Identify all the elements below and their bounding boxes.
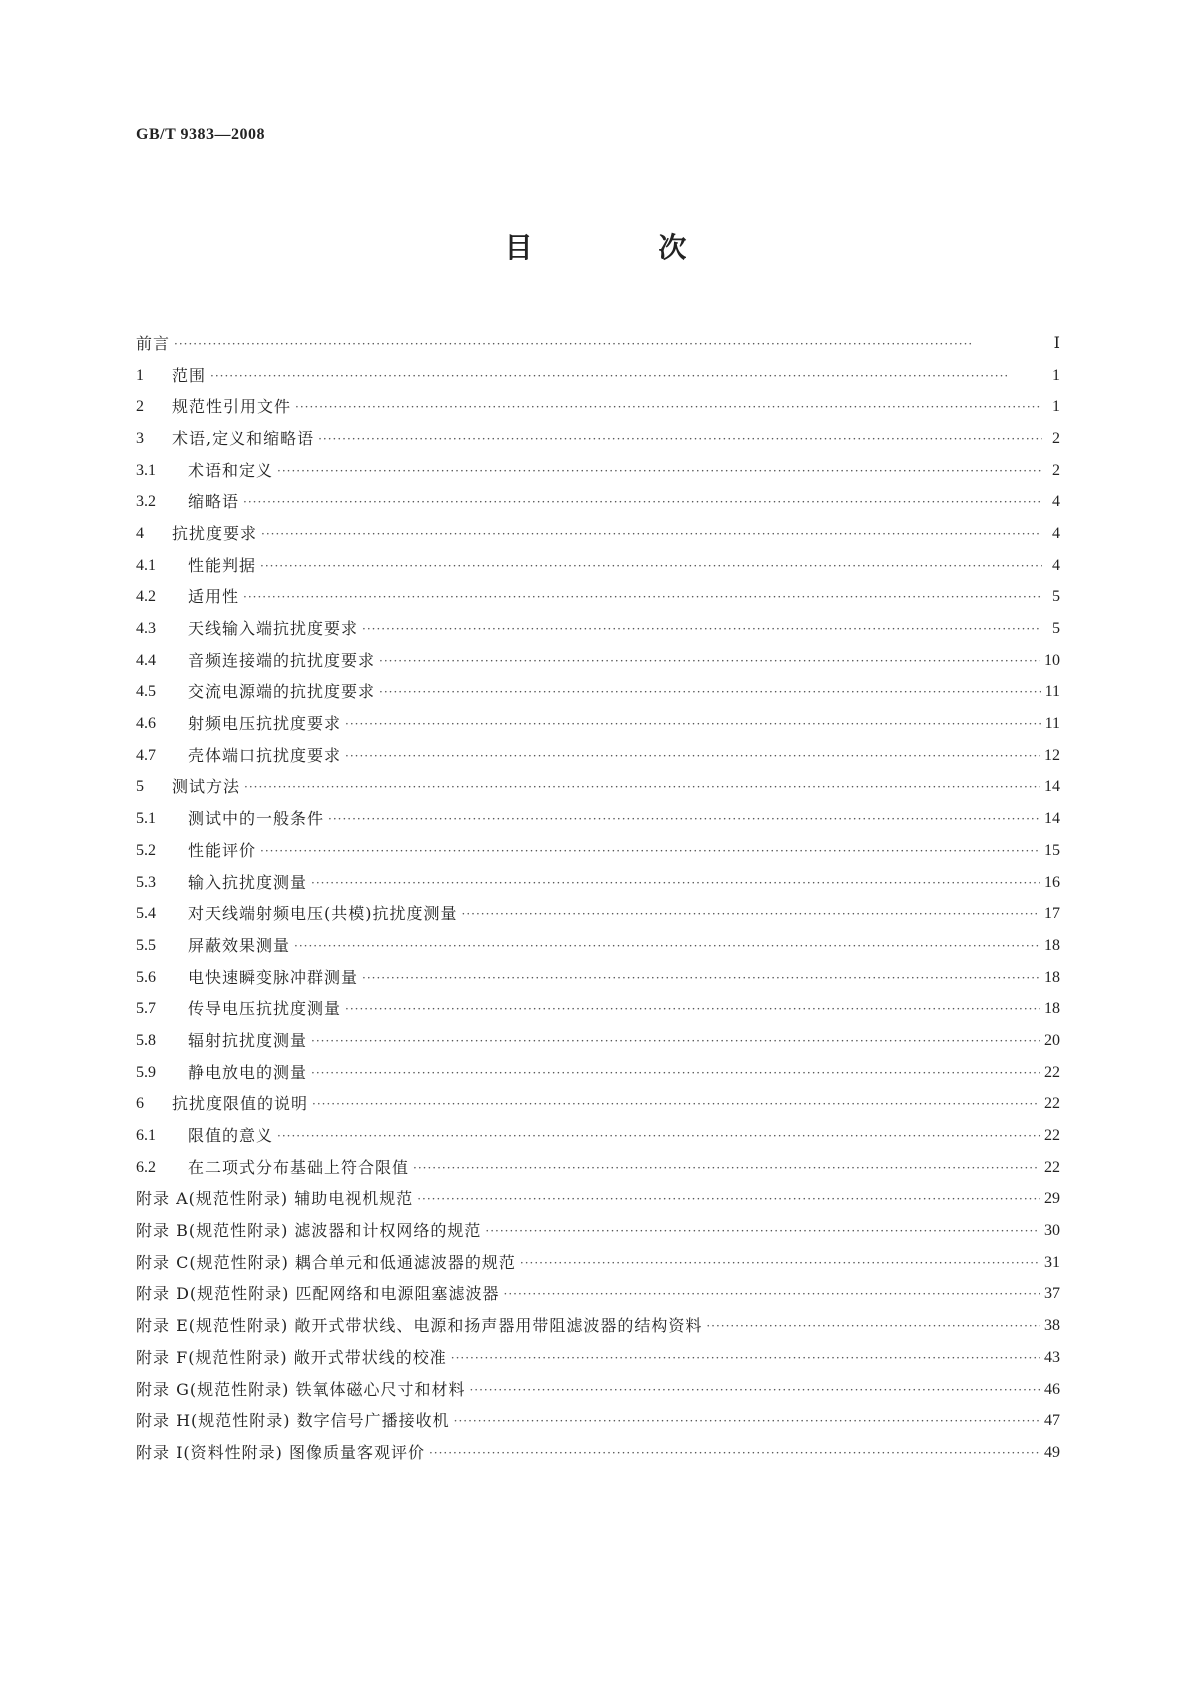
toc-dot-leader [454,1413,1040,1429]
toc-entry-label: 附录 B(规范性附录) 滤波器和计权网络的规范 [136,1221,482,1241]
toc-dot-leader [379,684,1041,700]
toc-entry-number: 5.6 [136,968,156,986]
toc-entry-label: 屏蔽效果测量 [188,935,291,955]
toc-entry[interactable] [136,1405,1060,1437]
standard-code: GB/T 9383—2008 [136,126,265,143]
toc-entry[interactable] [136,803,1060,835]
toc-dot-leader [485,1223,1040,1239]
toc-entry-label: 附录 F(规范性附录) 敞开式带状线的校准 [136,1347,447,1367]
toc-dot-leader [362,621,1042,637]
toc-entry-page: 38 [1044,1317,1060,1335]
toc-dot-leader [311,1065,1040,1081]
toc-entry-page: 12 [1044,746,1060,764]
toc-entry-number: 3.2 [136,493,156,511]
toc-entry-label: 缩略语 [188,492,240,512]
toc-entry-page: 14 [1044,778,1060,796]
toc-entry-label: 附录 C(规范性附录) 耦合单元和低通滤波器的规范 [136,1252,516,1272]
toc-entry-label: 适用性 [188,587,240,607]
toc-entry-label: 范围 [172,365,207,385]
toc-entry-number: 3 [136,429,144,447]
toc-entry-page: 49 [1044,1443,1060,1461]
toc-entry-page: 18 [1044,936,1060,954]
toc-entry-label: 附录 G(规范性附录) 铁氧体磁心尺寸和材料 [136,1379,466,1399]
toc-entry-label: 输入抗扰度测量 [188,872,308,892]
toc-entry-number: 5.9 [136,1063,156,1081]
toc-entry-page: 22 [1044,1063,1060,1081]
toc-dot-leader [244,779,1040,795]
toc-entry-number: 6.1 [136,1127,156,1145]
toc-dot-leader [451,1350,1040,1366]
toc-entry-page: 18 [1044,1000,1060,1018]
toc-entry[interactable] [136,1374,1060,1406]
toc-entry-number: 3.1 [136,461,156,479]
toc-entry-label: 限值的意义 [188,1126,274,1146]
toc-entry-page: 5 [1052,588,1060,606]
toc-entry-number: 5.8 [136,1031,156,1049]
toc-entry-label: 抗扰度限值的说明 [172,1094,309,1114]
toc-entry[interactable] [136,993,1060,1025]
toc-entry-label: 对天线端射频电压(共模)抗扰度测量 [188,904,458,924]
toc-entry-page: 4 [1052,556,1060,574]
toc-dot-leader [295,399,1042,415]
toc-dot-leader [261,526,1042,542]
toc-entry-number: 1 [136,366,144,384]
toc-entry-number: 4.5 [136,683,156,701]
toc-entry-number: 6 [136,1095,144,1113]
toc-entry-page: 2 [1052,461,1060,479]
toc-entry-number: 4.1 [136,556,156,574]
toc-dot-leader [520,1255,1040,1271]
toc-entry-page: 15 [1044,841,1060,859]
toc-entry[interactable] [136,740,1060,772]
toc-entry[interactable] [136,835,1060,867]
toc-entry-number: 4.3 [136,620,156,638]
toc-dot-leader [469,1382,1040,1398]
toc-entry[interactable] [136,423,1060,455]
toc-entry[interactable] [136,898,1060,930]
table-of-contents [136,328,1060,1469]
page-title: 目 次 [504,231,745,264]
toc-entry[interactable] [136,867,1060,899]
toc-entry-number: 6.2 [136,1158,156,1176]
toc-entry-page: 18 [1044,968,1060,986]
toc-entry[interactable] [136,962,1060,994]
toc-dot-leader [706,1318,1040,1334]
toc-dot-leader [462,906,1041,922]
toc-entry-label: 规范性引用文件 [172,397,292,417]
toc-entry-label: 抗扰度要求 [172,523,258,543]
toc-entry[interactable] [136,1057,1060,1089]
toc-entry-label: 术语和定义 [188,460,274,480]
toc-entry[interactable] [136,1120,1060,1152]
toc-dot-leader [379,653,1040,669]
toc-entry[interactable] [136,1342,1060,1374]
toc-entry[interactable] [136,455,1060,487]
toc-entry[interactable] [136,708,1060,740]
toc-dot-leader [429,1445,1040,1461]
toc-entry-number: 5.2 [136,841,156,859]
toc-dot-leader [260,843,1040,859]
toc-dot-leader [277,1128,1040,1144]
toc-entry-page: 14 [1044,810,1060,828]
toc-entry-label: 附录 A(规范性附录) 辅助电视机规范 [136,1189,414,1209]
toc-entry-label: 射频电压抗扰度要求 [188,714,342,734]
toc-entry-label: 壳体端口抗扰度要求 [188,745,342,765]
toc-entry-page: 47 [1044,1412,1060,1430]
toc-dot-leader [260,558,1042,574]
toc-entry-page: 22 [1044,1095,1060,1113]
toc-entry-label: 辐射抗扰度测量 [188,1030,308,1050]
toc-dot-leader [504,1286,1041,1302]
toc-entry-number: 2 [136,398,144,416]
toc-entry[interactable] [136,1437,1060,1469]
toc-entry[interactable] [136,1184,1060,1216]
toc-entry-number: 5.3 [136,873,156,891]
toc-entry-page: 31 [1044,1253,1060,1271]
toc-dot-leader [311,1033,1040,1049]
toc-entry[interactable] [136,1310,1060,1342]
toc-entry-page: Ⅰ [1053,334,1060,352]
toc-entry[interactable] [136,486,1060,518]
toc-entry-page: 29 [1044,1190,1060,1208]
toc-entry-label: 电快速瞬变脉冲群测量 [188,967,359,987]
toc-entry[interactable] [136,518,1060,550]
toc-dot-leader [210,368,1042,384]
toc-dot-leader [311,875,1040,891]
toc-entry-label: 音频连接端的抗扰度要求 [188,650,376,670]
toc-entry-page: 4 [1052,524,1060,542]
toc-entry[interactable] [136,550,1060,582]
toc-entry-number: 5.5 [136,936,156,954]
toc-entry-number: 4.2 [136,588,156,606]
toc-dot-leader [277,463,1042,479]
toc-entry-label: 术语,定义和缩略语 [172,428,315,448]
toc-entry[interactable] [136,772,1060,804]
toc-entry-page: 11 [1044,683,1060,701]
toc-dot-leader [328,811,1040,827]
toc-entry-label: 前言 [136,333,171,353]
toc-entry[interactable] [136,677,1060,709]
toc-dot-leader [413,1160,1040,1176]
toc-dot-leader [345,1001,1040,1017]
toc-entry-label: 在二项式分布基础上符合限值 [188,1157,410,1177]
toc-entry-label: 天线输入端抗扰度要求 [188,619,359,639]
toc-entry-label: 附录 I(资料性附录) 图像质量客观评价 [136,1442,425,1462]
toc-entry[interactable] [136,613,1060,645]
toc-entry-label: 附录 D(规范性附录) 匹配网络和电源阻塞滤波器 [136,1284,500,1304]
toc-entry-label: 性能判据 [188,555,257,575]
toc-entry-number: 5 [136,778,144,796]
toc-entry[interactable] [136,1247,1060,1279]
toc-entry-label: 测试中的一般条件 [188,809,325,829]
toc-dot-leader [417,1191,1040,1207]
toc-dot-leader [294,938,1040,954]
toc-dot-leader [345,748,1040,764]
toc-entry[interactable] [136,360,1060,392]
toc-entry-page: 20 [1044,1031,1060,1049]
toc-entry[interactable] [136,391,1060,423]
toc-entry-number: 4.7 [136,746,156,764]
toc-entry-label: 交流电源端的抗扰度要求 [188,682,376,702]
toc-entry-page: 2 [1052,429,1060,447]
toc-entry-number: 4 [136,524,144,542]
toc-entry-page: 43 [1044,1348,1060,1366]
toc-entry-page: 17 [1044,905,1060,923]
toc-entry-label: 附录 E(规范性附录) 敞开式带状线、电源和扬声器用带阻滤波器的结构资料 [136,1316,703,1336]
toc-entry-number: 5.7 [136,1000,156,1018]
toc-entry-page: 37 [1044,1285,1060,1303]
toc-entry-label: 静电放电的测量 [188,1062,308,1082]
toc-entry-number: 5.1 [136,810,156,828]
toc-entry[interactable] [136,328,1060,360]
toc-dot-leader [318,431,1042,447]
toc-dot-leader [362,970,1040,986]
toc-entry-page: 22 [1044,1158,1060,1176]
toc-entry-page: 4 [1052,493,1060,511]
toc-entry-page: 16 [1044,873,1060,891]
toc-entry[interactable] [136,1279,1060,1311]
toc-entry-page: 30 [1044,1222,1060,1240]
toc-dot-leader [174,336,1042,352]
toc-entry-number: 4.4 [136,651,156,669]
toc-entry-page: 10 [1044,651,1060,669]
toc-entry[interactable] [136,930,1060,962]
toc-entry-number: 4.6 [136,715,156,733]
toc-entry-page: 46 [1044,1380,1060,1398]
toc-entry[interactable] [136,645,1060,677]
toc-entry[interactable] [136,1215,1060,1247]
toc-entry[interactable] [136,582,1060,614]
toc-entry-page: 22 [1044,1127,1060,1145]
toc-entry-page: 5 [1052,620,1060,638]
toc-dot-leader [243,589,1042,605]
toc-entry-page: 1 [1052,366,1060,384]
toc-entry-label: 性能评价 [188,840,257,860]
toc-entry-label: 测试方法 [172,777,241,797]
toc-entry-page: 1 [1052,398,1060,416]
toc-dot-leader [345,716,1041,732]
toc-entry-label: 附录 H(规范性附录) 数字信号广播接收机 [136,1411,450,1431]
toc-entry-label: 传导电压抗扰度测量 [188,999,342,1019]
toc-entry-page: 11 [1044,715,1060,733]
toc-dot-leader [312,1096,1040,1112]
toc-entry-number: 5.4 [136,905,156,923]
toc-dot-leader [243,494,1042,510]
toc-entry[interactable] [136,1025,1060,1057]
toc-entry[interactable] [136,1089,1060,1121]
toc-entry[interactable] [136,1152,1060,1184]
